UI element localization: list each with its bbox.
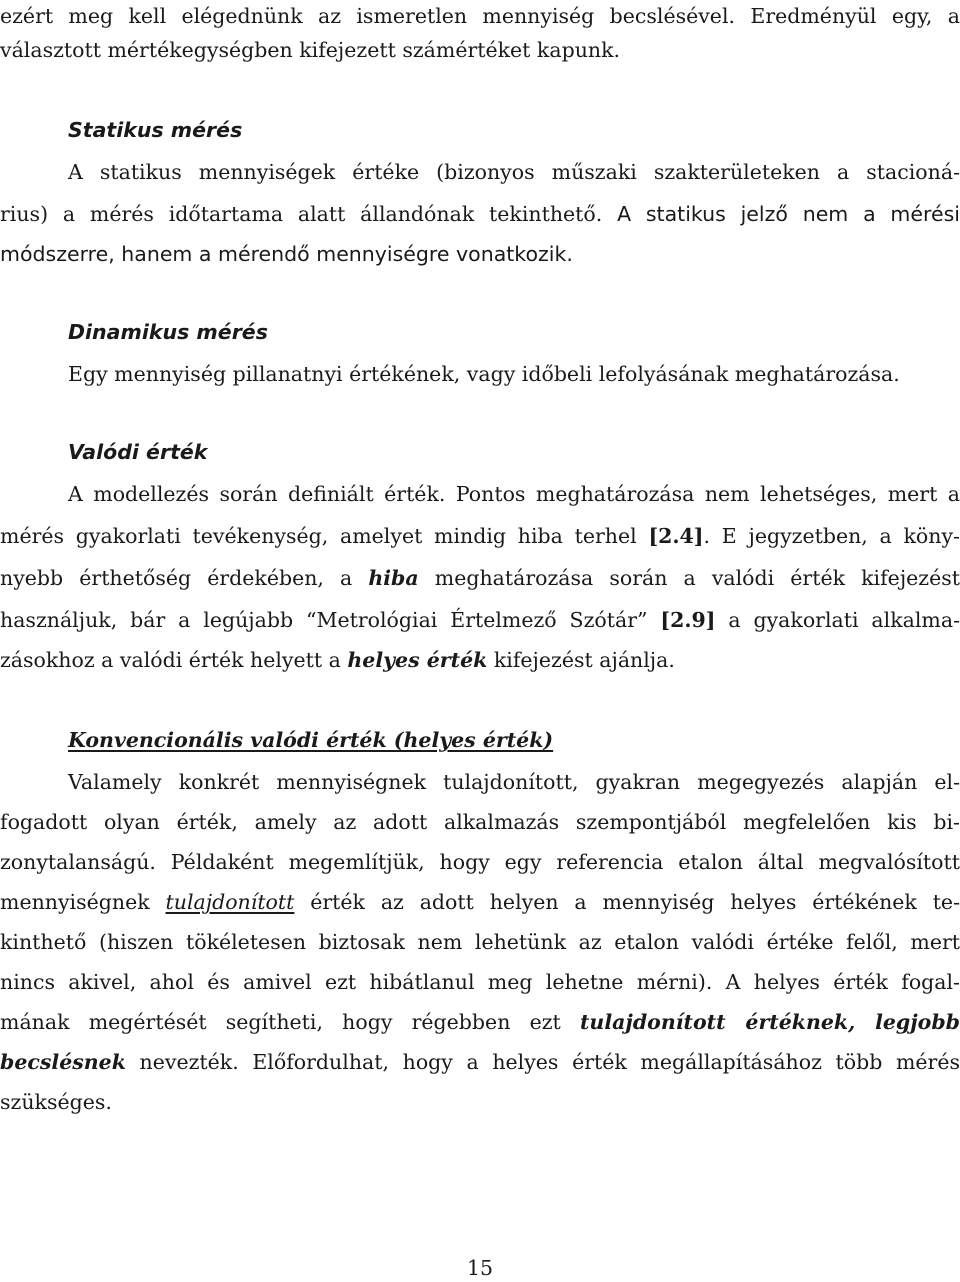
conventional-line-1: Valamely konkrét mennyiségnek tulajdonított, gyakran megegyezés alapján el- [68, 770, 960, 794]
heading-dynamic-measurement: Dinamikus mérés [68, 320, 268, 344]
conventional-line-7 [0, 1006, 960, 1038]
term-becslesnek: becslésnek [0, 1050, 126, 1074]
true-value-line-3-a: nyebb érthetőség érdekében, a [0, 566, 369, 590]
static-line-1: A statikus mennyiségek értéke (bizonyos műszaki szakterületeken a stacioná- [68, 160, 960, 184]
intro-line-1: ezért meg kell elégednünk az ismeretlen mennyiség becslésével. Eredményül egy, a [0, 4, 960, 28]
true-value-line-4 [0, 604, 960, 636]
heading-conventional-true-value: Konvencionális valódi érték (helyes érték) [68, 728, 554, 752]
conventional-line-4-b: érték az adott helyen a mennyiség helyes értékének te- [294, 890, 960, 914]
true-value-line-1: A modellezés során definiált érték. Pontos meghatározása nem lehetséges, mert a [68, 482, 960, 506]
conventional-line-7-a: mának megértését segítheti, hogy régebben ezt [0, 1010, 580, 1034]
conventional-line-4-a: mennyiségnek [0, 890, 166, 914]
conventional-line-3: zonytalanságú. Példaként megemlítjük, hogy egy referencia etalon által megvalósított [0, 850, 960, 874]
conventional-line-9: szükséges. [0, 1090, 112, 1114]
conventional-line-5: kinthető (hiszen tökéletesen biztosak nem lehetünk az etalon valódi értéke felől, mert [0, 930, 960, 954]
reference-2-9: [2.9] [660, 608, 716, 632]
true-value-line-3-b: meghatározása során a valódi érték kifejezést [418, 566, 960, 590]
page-number: 15 [466, 1256, 494, 1280]
term-hiba: hiba [368, 566, 419, 590]
true-value-line-4-a: használjuk, bár a legújabb “Metrológiai Értelmező Szótár” [0, 608, 661, 632]
reference-2-4: [2.4] [648, 524, 704, 548]
conventional-line-6: nincs akivel, ahol és amivel ezt hibátlanul meg lehetne mérni). A helyes érték fogal- [0, 970, 960, 994]
static-line-2-b: A statikus jelző nem a mérési [617, 202, 960, 226]
conventional-line-2: fogadott olyan érték, amely az adott alkalmazás szempontjából megfelelően kis bi- [0, 810, 960, 834]
true-value-line-5-a: zásokhoz a valódi érték helyett a [0, 648, 348, 672]
term-tulajdonitott: tulajdonított [165, 890, 295, 914]
true-value-line-5-b: kifejezést ajánlja. [487, 648, 675, 672]
true-value-line-4-b: a gyakorlati alkalma- [715, 608, 960, 632]
term-helyes-ertek: helyes érték [347, 648, 488, 672]
static-line-2-a: rius) a mérés időtartama alatt állandónak tekinthető. [0, 202, 603, 226]
static-line-3: módszerre, hanem a mérendő mennyiségre vonatkozik. [0, 242, 573, 266]
conventional-line-8-b: nevezték. Előfordulhat, hogy a helyes érték megállapításához több mérés [125, 1050, 960, 1074]
term-tulajdonitott-erteknek: tulajdonított értéknek, legjobb [579, 1010, 960, 1034]
true-value-line-2-b: . E jegyzetben, a köny- [703, 524, 960, 548]
heading-static-measurement: Statikus mérés [68, 118, 243, 142]
true-value-line-5 [0, 644, 960, 676]
true-value-line-3 [0, 562, 960, 594]
conventional-line-4 [0, 886, 960, 918]
true-value-line-2-a: mérés gyakorlati tevékenység, amelyet mindig hiba terhel [0, 524, 649, 548]
true-value-line-2 [0, 520, 960, 552]
static-line-2 [0, 198, 960, 230]
intro-line-2: választott mértékegységben kifejezett számértéket kapunk. [0, 38, 621, 62]
conventional-line-8 [0, 1046, 960, 1078]
dynamic-line-1: Egy mennyiség pillanatnyi értékének, vagy időbeli lefolyásának meghatározása. [68, 362, 900, 386]
heading-true-value: Valódi érték [68, 440, 208, 464]
